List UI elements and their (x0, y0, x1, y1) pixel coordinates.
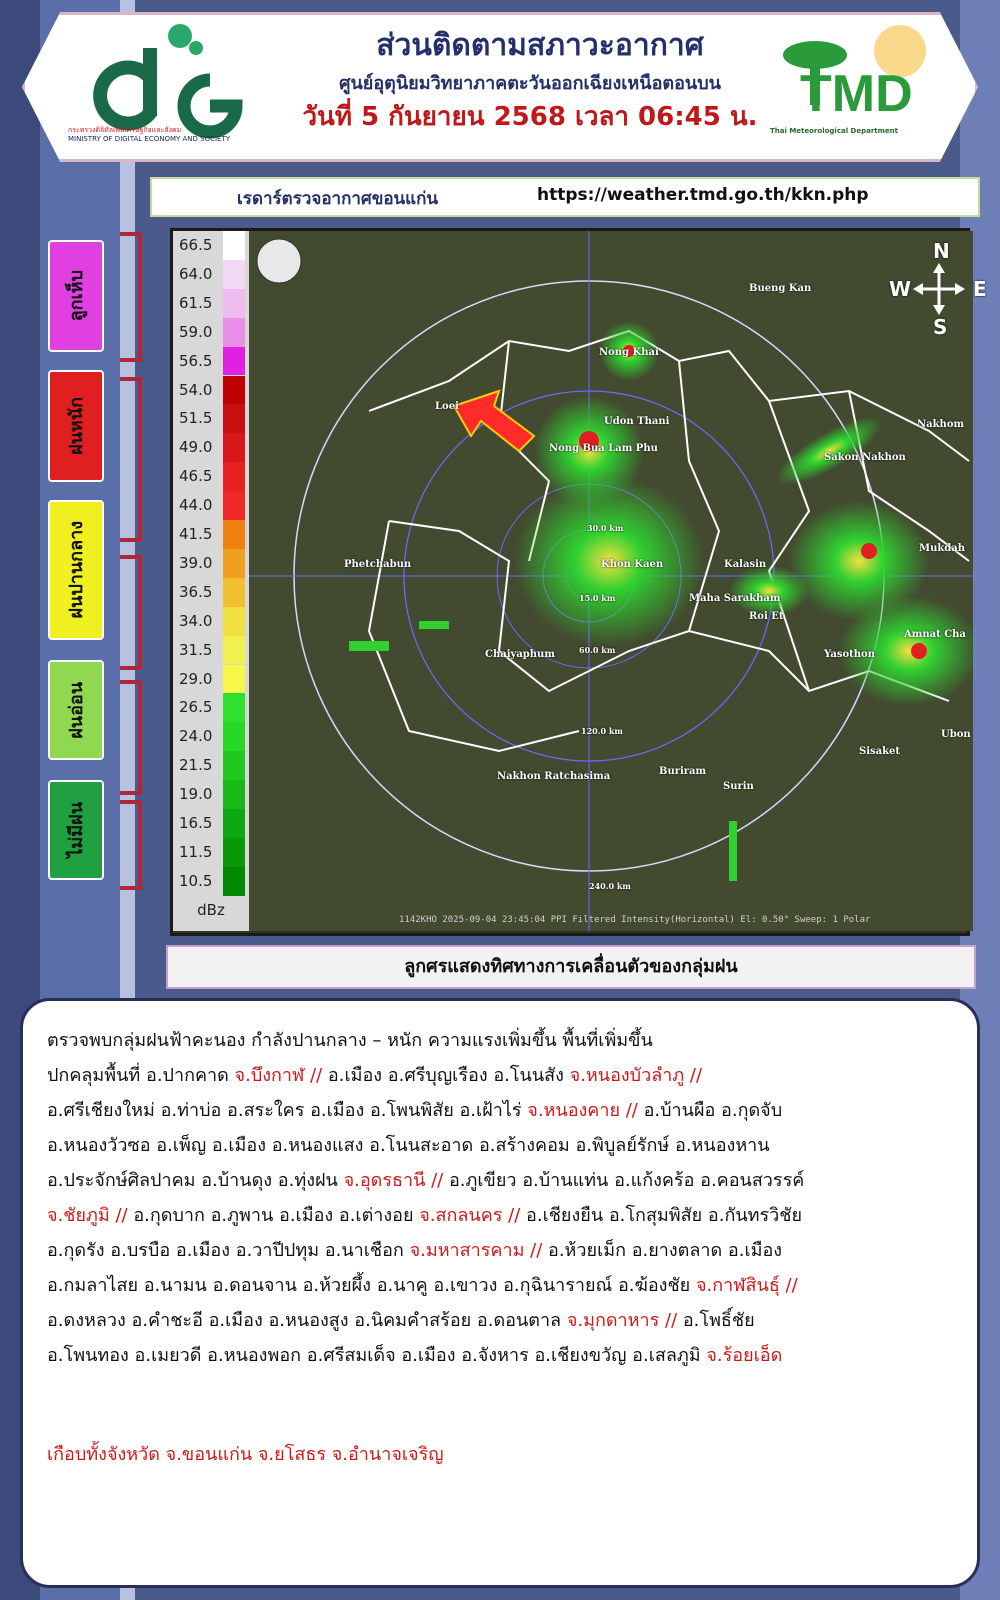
report-line (47, 1303, 967, 1338)
map-label-sisaket: Sisaket (859, 746, 901, 757)
ring-label-240km: 240.0 km (589, 881, 631, 891)
province-name: จ.สกลนคร // (419, 1205, 521, 1226)
scale-color-swatch (223, 433, 245, 462)
report-summary: เกือบทั้งจังหวัด จ.ขอนแก่น จ.ยโสธร จ.อำนาจเจริญ (47, 1444, 444, 1465)
radar-title-bar (150, 177, 980, 217)
report-line (47, 1233, 967, 1268)
map-label-sakon-nakhon: Sakon Nakhon (824, 452, 906, 463)
district-list: อ.บ้านผือ อ.กุดจับ (637, 1100, 783, 1121)
legend-moderate-rain: ฝนปานกลาง (48, 500, 104, 640)
radar-map (249, 231, 987, 931)
report-line (47, 1163, 967, 1198)
report-datetime: วันที่ 5 กันยายน 2568 เวลา 06:45 น. (302, 102, 758, 132)
report-line (47, 1268, 967, 1303)
legend-bracket-heavy (120, 377, 142, 542)
district-list: อ.เชียงยืน อ.โกสุมพิสัย อ.กันทรวิชัย (520, 1205, 803, 1226)
scale-color-swatch (223, 665, 245, 694)
scale-level-label: 16.5 (179, 814, 213, 832)
district-list: อ.กุดบาก อ.ภูพาน อ.เมือง อ.เต่างอย (127, 1205, 420, 1226)
scale-level-label: 26.5 (179, 698, 213, 717)
province-name: จ.หนองบัวลำภู // (569, 1065, 703, 1086)
map-label-surin: Surin (723, 781, 754, 792)
map-label-yasothon: Yasothon (824, 649, 875, 660)
scale-color-swatch (223, 751, 245, 780)
report-line (47, 1023, 967, 1058)
scale-color-swatch (223, 318, 245, 347)
report-text (47, 1023, 967, 1373)
tmd-caption: Thai Meteorological Department (770, 127, 898, 135)
scale-level-label: 64.0 (179, 264, 213, 283)
scale-color-swatch (223, 376, 245, 405)
scale-level-label: 36.5 (179, 582, 213, 601)
district-list: อ.ศรีเชียงใหม่ อ.ท่าบ่อ อ.สระใคร อ.เมือง อ.โพนพิสัย อ.เฝ้าไร่ (47, 1100, 528, 1121)
ring-label-30km: 30.0 km (587, 523, 624, 533)
compass-north: N (933, 239, 950, 263)
scale-color-swatch (223, 809, 245, 838)
scale-level-label: 61.5 (179, 293, 213, 312)
district-list: อ.ห้วยเม็ก อ.ยางตลาด อ.เมือง (542, 1240, 783, 1261)
map-label-roi-et: Roi Et (749, 611, 784, 622)
district-list: อ.กุดรัง อ.บรบือ อ.เมือง อ.วาปีปทุม อ.นาเชือก (47, 1240, 410, 1261)
scale-color-swatch (223, 636, 245, 665)
scale-level-label: 56.5 (179, 351, 213, 370)
map-label-mukdah: Mukdah (919, 543, 966, 554)
scale-color-swatch (223, 520, 245, 549)
scale-color-swatch (223, 838, 245, 867)
scale-level-label: 39.0 (179, 553, 213, 572)
radar-map-graphic (249, 231, 973, 931)
province-name: จ.อุดรธานี // (343, 1170, 444, 1191)
ring-label-120km: 120.0 km (581, 726, 623, 736)
map-label-maha-sarakham: Maha Sarakham (689, 593, 781, 604)
scale-level-label: 66.5 (179, 236, 213, 254)
map-label-ubon: Ubon (941, 729, 971, 740)
scale-color-swatch (223, 607, 245, 636)
province-name: จ.กาฬสินธุ์ // (695, 1275, 798, 1296)
legend-bracket-moderate (120, 555, 142, 670)
map-label-chaiyaphum: Chaiyaphum (485, 649, 555, 660)
compass-south: S (933, 315, 948, 339)
radar-url-link[interactable]: https://weather.tmd.go.th/kkn.php (537, 185, 869, 205)
radar-image (170, 228, 987, 936)
dbz-scale (173, 231, 249, 931)
district-list: อ.ดงหลวง อ.คำชะอี อ.เมือง อ.หนองสูง อ.นิคมคำสร้อย อ.ดอนตาล (47, 1310, 567, 1331)
radar-station-name: เรดาร์ตรวจอากาศขอนแก่น (237, 189, 439, 209)
compass-rose (889, 239, 989, 339)
scale-level-label: 34.0 (179, 611, 213, 630)
tmd-logo-text: TMD (800, 65, 913, 123)
district-list: อ.เมือง อ.ศรีบุญเรือง อ.โนนสัง (322, 1065, 570, 1086)
scale-level-label: 11.5 (179, 842, 213, 861)
district-list: อ.หนองวัวซอ อ.เพ็ญ อ.เมือง อ.หนองแสง อ.โนนสะอาด อ.สร้างคอม อ.พิบูลย์รักษ์ อ.หนองหาน (47, 1135, 770, 1156)
map-label-phetchabun: Phetchabun (344, 559, 412, 570)
report-line (47, 1128, 967, 1163)
district-list: อ.ประจักษ์ศิลปาคม อ.บ้านดุง อ.ทุ่งฝน (47, 1170, 344, 1191)
report-line (47, 1093, 967, 1128)
scale-level-label: 19.0 (179, 785, 213, 804)
legend-hail: ลูกเห็บ (48, 240, 104, 352)
map-label-nakhom: Nakhom (917, 419, 965, 430)
radar-metadata-line: 1142KHO 2025-09-04 23:45:04 PPI Filtered Intensity(Horizontal) El: 0.50° Sweep: 1 Polar (399, 915, 871, 925)
scale-level-label: 29.0 (179, 669, 213, 688)
map-label-udon-thani: Udon Thani (604, 416, 670, 427)
map-label-amnat-cha: Amnat Cha (904, 629, 966, 640)
scale-color-swatch (223, 260, 245, 289)
report-line (47, 1058, 967, 1093)
arrow-caption: ลูกศรแสดงทิศทางการเคลื่อนตัวของกลุ่มฝน (166, 945, 976, 989)
ministry-caption: กระทรวงดิจิทัลเพื่อเศรษฐกิจและสังคม MINISTRY OF DIGITAL ECONOMY AND SOCIETY (68, 126, 231, 143)
map-label-loei: Loei (435, 401, 459, 412)
legend-heavy-rain: ฝนหนัก (48, 370, 104, 482)
scale-level-label: 41.5 (179, 525, 213, 543)
district-list: ปกคลุมพื้นที่ อ.ปากคาด (47, 1065, 235, 1086)
district-list: อ.โพธิ์ชัย (677, 1310, 755, 1331)
district-list: อ.โพนทอง อ.เมยวดี อ.หนองพอก อ.ศรีสมเด็จ อ.เมือง อ.จังหาร อ.เชียงขวัญ อ.เสลภูมิ (47, 1345, 707, 1366)
scale-level-label: 24.0 (179, 727, 213, 746)
scale-color-swatch (223, 289, 245, 318)
province-name: จ.ร้อยเอ็ด (706, 1345, 783, 1366)
district-list: อ.กมลาไสย อ.นามน อ.ดอนจาน อ.ห้วยผึ้ง อ.นาคู อ.เขาวง อ.กุฉินารายณ์ อ.ฆ้องชัย (47, 1275, 696, 1296)
ring-label-15km: 15.0 km (579, 593, 616, 603)
legend-no-rain: ไม่มีฝน (48, 780, 104, 880)
scale-level-label: 44.0 (179, 496, 213, 515)
compass-east: E (973, 277, 987, 301)
map-label-khon-kaen: Khon Kaen (601, 559, 664, 570)
scale-color-swatch (223, 347, 245, 376)
tmd-logo-icon (770, 23, 940, 123)
province-name: จ.มุกดาหาร // (566, 1310, 678, 1331)
scale-level-label: 49.0 (179, 438, 213, 457)
scale-color-swatch (223, 404, 245, 433)
legend-bracket-light (120, 680, 142, 795)
map-label-nong-bua-lam-phu: Nong Bua Lam Phu (549, 443, 658, 454)
scale-level-label: 21.5 (179, 756, 213, 775)
map-label-nakhon-ratchasima: Nakhon Ratchasima (497, 771, 611, 782)
province-name: จ.บึงกาฬ // (234, 1065, 323, 1086)
province-name: จ.หนองคาย // (527, 1100, 638, 1121)
district-list: อ.ภูเขียว อ.บ้านแท่น อ.แก้งคร้อ อ.คอนสวรรค์ (443, 1170, 805, 1191)
scale-color-swatch (223, 462, 245, 491)
scale-color-swatch (223, 693, 245, 722)
scale-color-swatch (223, 722, 245, 751)
map-label-bueng-kan: Bueng Kan (749, 283, 812, 294)
scale-color-swatch (223, 867, 245, 896)
page-subtitle: ศูนย์อุตุนิยมวิทยาภาคตะวันออกเฉียงเหนือตอนบน (339, 73, 721, 94)
district-list: ตรวจพบกลุ่มฝนฟ้าคะนอง กำลังปานกลาง – หนัก ความแรงเพิ่มขึ้น พื้นที่เพิ่มขึ้น (47, 1030, 653, 1051)
header-content (30, 18, 970, 158)
page-title: ส่วนติดตามสภาวะอากาศ (376, 28, 704, 63)
scale-level-label: 54.0 (179, 380, 213, 399)
compass-west: W (889, 277, 912, 301)
scale-level-label: 46.5 (179, 467, 213, 486)
scale-color-swatch (223, 549, 245, 578)
legend-light-rain: ฝนอ่อน (48, 660, 104, 760)
scale-level-label: 31.5 (179, 640, 213, 659)
legend-bracket-hail (120, 232, 142, 362)
map-label-kalasin: Kalasin (724, 559, 767, 570)
scale-color-swatch (223, 780, 245, 809)
scale-level-label: 10.5 (179, 871, 213, 890)
map-label-nong-khai: Nong Khai (599, 347, 659, 358)
report-line (47, 1338, 967, 1373)
scale-color-swatch (223, 491, 245, 520)
ring-label-60km: 60.0 km (579, 645, 616, 655)
tmd-logo (770, 23, 940, 143)
scale-color-swatch (223, 231, 245, 260)
province-name: จ.ชัยภูมิ // (47, 1205, 128, 1226)
scale-unit: dBz (197, 901, 225, 919)
province-name: จ.มหาสารคาม // (409, 1240, 543, 1261)
scale-level-label: 59.0 (179, 322, 213, 341)
report-panel (20, 998, 980, 1588)
report-line (47, 1198, 967, 1233)
legend-bracket-none (120, 800, 142, 890)
scale-color-swatch (223, 578, 245, 607)
map-label-buriram: Buriram (659, 766, 707, 777)
scale-level-label: 51.5 (179, 409, 213, 428)
